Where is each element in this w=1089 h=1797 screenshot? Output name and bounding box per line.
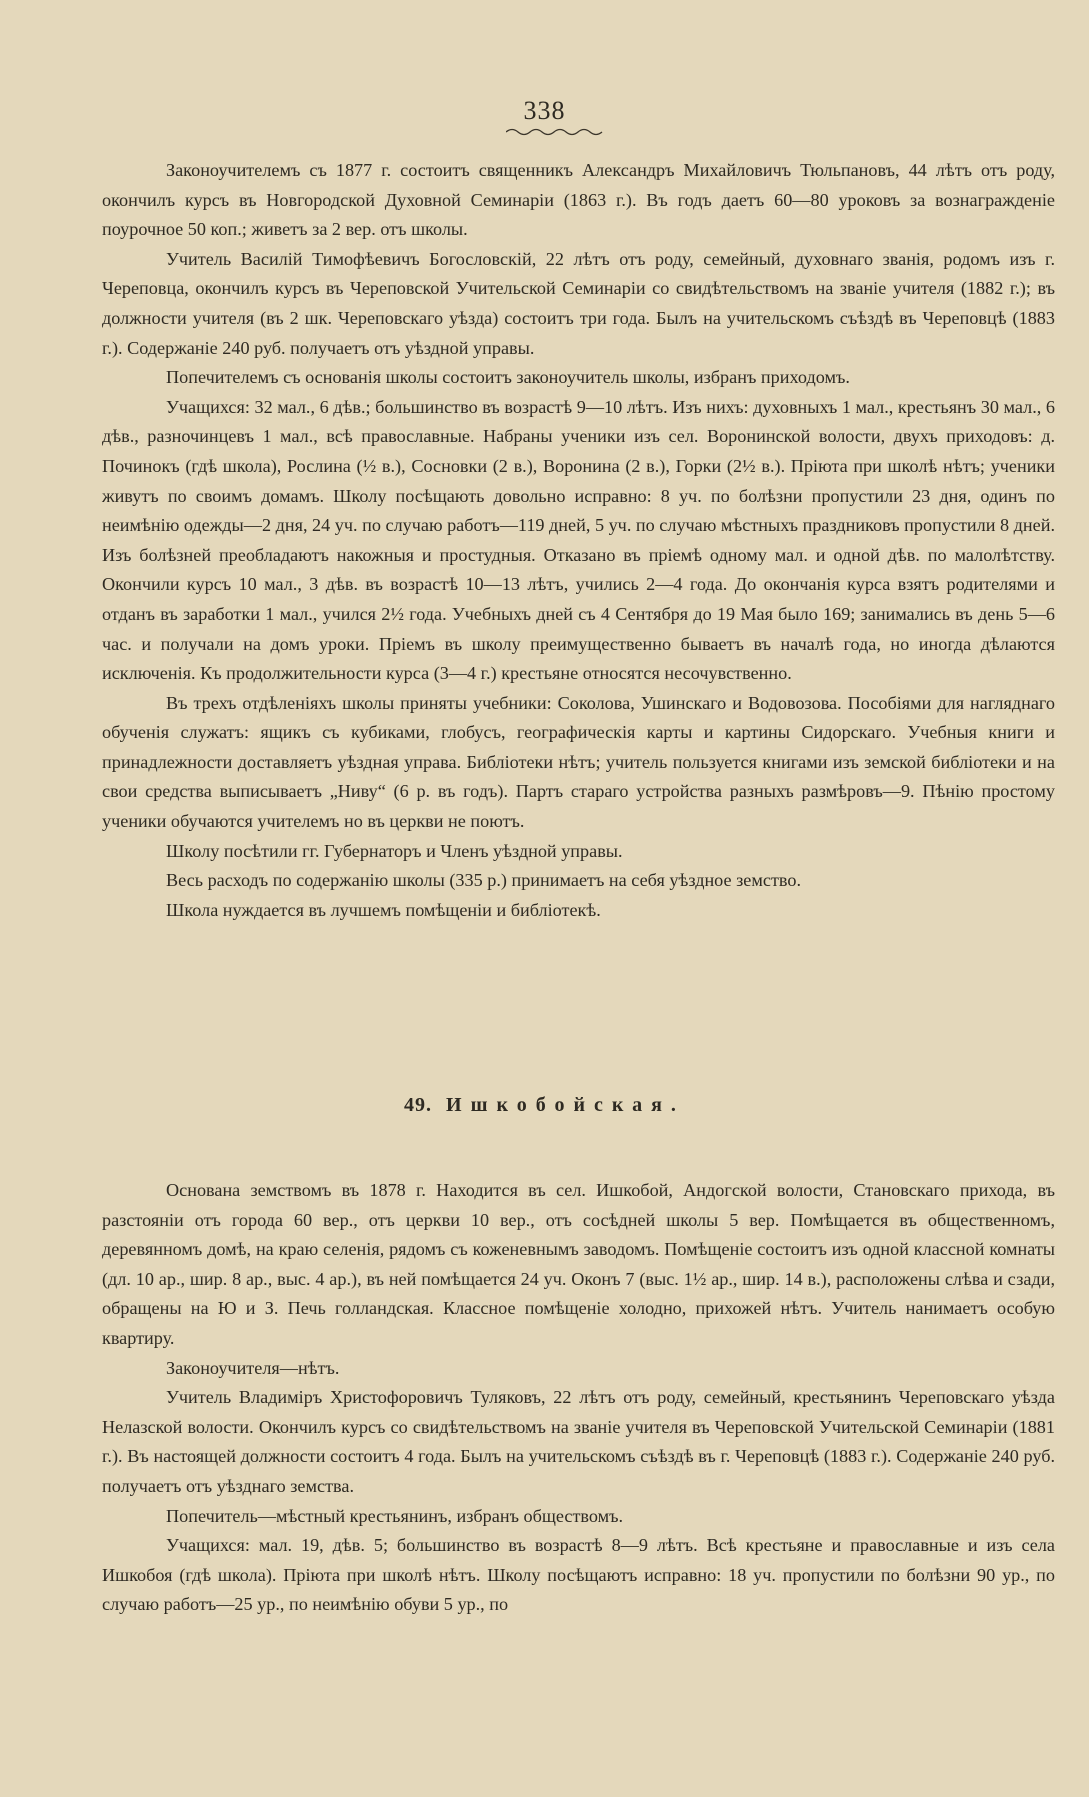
- section-title: Ишкобойская.: [446, 1094, 685, 1116]
- paragraph-trustee: Попечитель—мѣстный крестьянинъ, избранъ обществомъ.: [166, 1505, 624, 1526]
- paragraph-teacher: Учитель Владиміръ Христофоровичъ Туляковъ, 22 лѣтъ отъ роду, семейный, крестьянинъ Череповскаго уѣзда Нелазской волости. Окончилъ курсъ со свидѣтельствомъ на званіе учителя въ Череповской Учительской Семинаріи (1881 г.). Въ настоящей должности состоитъ 4 года. Былъ на учительскомъ съѣздѣ въ г. Череповцѣ (1883 г.). Содержаніе 240 руб. получаетъ отъ уѣзднаго земства.: [102, 1387, 1055, 1496]
- paragraph-trustee: Попечителемъ съ основанія школы состоитъ законоучитель школы, избранъ приходомъ.: [166, 367, 850, 388]
- paragraph-founding: Основана земствомъ въ 1878 г. Находится въ сел. Ишкобой, Андогской волости, Становскаго прихода, въ разстояніи отъ города 60 вер., отъ церкви 10 вер., отъ сосѣдней школы 5 вер. Помѣщается въ общественномъ, деревянномъ домѣ, на краю селенія, рядомъ съ коженевнымъ заводомъ. Помѣщеніе состоитъ изъ одной классной комнаты (дл. 10 ар., шир. 8 ар., выс. 4 ар.), въ ней помѣщается 24 уч. Оконъ 7 (выс. 1½ ар., шир. 14 в.), расположены слѣва и сзади, обращены на Ю и З. Печь голландская. Классное помѣщеніе холодно, прихожей нѣтъ. Учитель нанимаетъ особую квартиру.: [102, 1180, 1055, 1348]
- paragraph-visitors: Школу посѣтили гг. Губернаторъ и Членъ уѣздной управы.: [166, 840, 623, 861]
- section-number: 49.: [404, 1094, 433, 1116]
- section-text: [102, 1176, 1055, 1620]
- page-number-ornament: [506, 127, 606, 137]
- paragraph-students: Учащихся: мал. 19, дѣв. 5; большинство въ возрастѣ 8—9 лѣтъ. Всѣ крестьяне и православные и изъ села Ишкобоя (гдѣ школа). Пріюта при школѣ нѣтъ. Школу посѣщаютъ исправно: 18 уч. пропустили по болѣзни 90 ур., по случаю работъ—25 ур., по неимѣнію обуви 5 ур., по: [102, 1535, 1055, 1615]
- paragraph-needs: Школа нуждается въ лучшемъ помѣщеніи и библіотекѣ.: [166, 899, 601, 920]
- paragraph-students: Учащихся: 32 мал., 6 дѣв.; большинство въ возрастѣ 9—10 лѣтъ. Изъ нихъ: духовныхъ 1 мал., крестьянъ 30 мал., 6 дѣв., разночинцевъ 1 мал., всѣ православные. Набраны ученики изъ сел. Воронинской волости, двухъ приходовъ: д. Починокъ (гдѣ школа), Рослина (½ в.), Сосновки (2 в.), Воронина (2 в.), Горки (2½ в.). Пріюта при школѣ нѣтъ; ученики живутъ по своимъ домамъ. Школу посѣщають довольно исправно: 8 уч. по болѣзни пропустили 23 дня, одинъ по неимѣнію одежды—2 дня, 24 уч. по случаю работъ—119 дней, 5 уч. по случаю мѣстныхъ праздниковъ пропустили 8 дней. Изъ болѣзней преобладаютъ накожныя и простудныя. Отказано въ пріемѣ одному мал. и одной дѣв. по малолѣтству. Окончили курсъ 10 мал., 3 дѣв. въ возрастѣ 10—13 лѣтъ, учились 2—4 года. До окончанія курса взятъ родителями и отданъ въ заработки 1 мал., учился 2½ года. Учебныхъ дней съ 4 Сентября до 19 Мая было 169; занимались въ день 5—6 час. и получали на домъ уроки. Пріемъ въ школу преимущественно бываетъ въ началѣ года, но иногда дѣлаются исключенія. Къ продолжительности курса (3—4 г.) крестьяне относятся несочувственно.: [102, 396, 1056, 684]
- section-heading: [0, 1094, 1089, 1117]
- paragraph-law-teacher: Законоучителя—нѣтъ.: [166, 1357, 340, 1378]
- paragraph-expenses: Весь расходъ по содержанію школы (335 р.) принимаетъ на себя уѣздное земство.: [166, 870, 802, 891]
- previous-section-text: [102, 156, 1055, 925]
- page-number: 338: [523, 96, 566, 125]
- paragraph-teacher: Учитель Василій Тимофѣевичъ Богословскій, 22 лѣтъ отъ роду, семейный, духовнаго званія, родомъ изъ г. Череповца, окончилъ курсъ въ Череповской Учительской Семинаріи со свидѣтельствомъ на званіе учителя (1882 г.); въ должности учителя (въ 2 шк. Череповскаго уѣзда) состоитъ три года. Былъ на учительскомъ съѣздѣ въ Череповцѣ (1883 г.). Содержаніе 240 руб. получаетъ отъ уѣздной управы.: [102, 248, 1055, 358]
- paragraph-textbooks: Въ трехъ отдѣленіяхъ школы приняты учебники: Соколова, Ушинскаго и Водовозова. Пособіями для нагляднаго обученія служатъ: ящикъ съ кубиками, глобусъ, географическія карты и картины Сидорскаго. Учебныя книги и принадлежности доставляетъ уѣздная управа. Библіотеки нѣтъ; учитель пользуется книгами изъ земской библіотеки и на свои средства выписываетъ „Ниву“ (6 р. въ годъ). Партъ стараго устройства разныхъ размѣровъ—9. Пѣнію простому ученики обучаются учителемъ но въ церкви не поютъ.: [102, 692, 1055, 832]
- paragraph-law-teacher: Законоучителемъ съ 1877 г. состоитъ священникъ Александръ Михайловичъ Тюльпановъ, 44 лѣтъ отъ роду, окончилъ курсъ въ Новгородской Духовной Семинаріи (1863 г.). Въ годъ даетъ 60—80 уроковъ за вознагражденіе поурочное 50 коп.; живетъ за 2 вер. отъ школы.: [102, 160, 1055, 240]
